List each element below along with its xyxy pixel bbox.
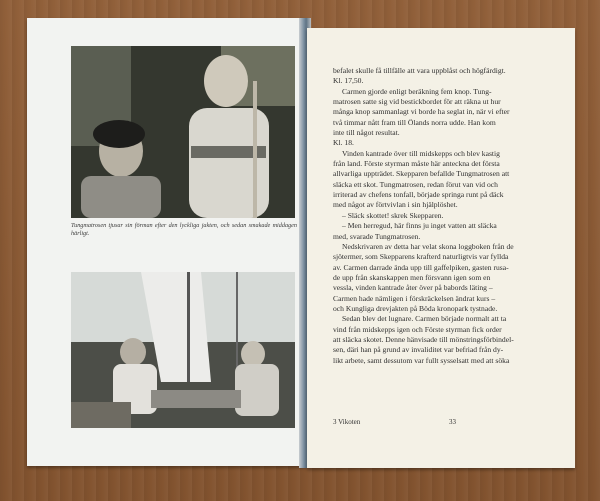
text-line: befalet skulle få tillfälle att vara uppblåst och högfärdigt. — [333, 66, 506, 75]
text-line: Vinden kantrade över till midskepps och blev kastig — [342, 148, 500, 158]
text-line: Sedan blev det lugnare. Carmen började normalt att ta — [342, 314, 507, 324]
photo-2-illustration — [71, 272, 295, 428]
text-line: släcka ett skot. Tungmatrosen, redan förut van vid och — [333, 179, 498, 189]
signature-mark: 3 Vikoten — [333, 418, 361, 426]
text-line: – Men herregud, här finns ju inget vatten att släcka — [342, 221, 497, 231]
text-line: och Kungliga drevjakten på Böda kronopark tystnade. — [333, 303, 498, 313]
text-line: sen, däri han på grund av invaliditet var befriad från dy- — [333, 345, 504, 355]
photo-two-men-smoking — [71, 46, 295, 218]
text-line: av. Carmen darrade ända upp till gaffelpiken, gasten rusa- — [333, 262, 509, 272]
text-line: Carmen gjorde enligt beräkning fem knop. Tung- — [342, 86, 492, 96]
text-line: sjötermer, som Skepparens krafterd naturligtvis var fyllda — [333, 252, 509, 262]
text-line: att släcka skotet. Denne hänvisade till mönstringsförbindel- — [333, 334, 514, 344]
text-line: vessla, vinden kantrade åter över på babords läting – — [333, 283, 493, 293]
photo-caption: Tungmatrosen tjusar sin förman efter den lyckliga jakten, och sedan smakade middagen härligt. — [71, 222, 297, 238]
text-line: allvarliga uppträdet. Skepparen befallde Tungmatrosen att — [333, 169, 510, 179]
text-line: med, svarade Tungmatrosen. — [333, 231, 421, 241]
text-line: de upp från skanskappen men försvann igen som en — [333, 272, 491, 282]
photo-boat-deck — [71, 272, 295, 428]
text-line: Nedskrivaren av detta har velat skona loggboken från de — [342, 241, 514, 251]
open-book — [27, 18, 577, 473]
page-text — [333, 66, 557, 366]
text-line: många knop sammanlagt vi borde ha seglat in, när vi efter — [333, 107, 510, 117]
text-line: med något av förtvivlan i sin hjälplöshet. — [333, 200, 458, 210]
text-line: matrosen satte sig vid bestickbordet för att räkna ut hur — [333, 97, 501, 107]
text-line: från land. Förste styrman måste här anteckna det första — [333, 159, 500, 169]
page-number: 33 — [449, 418, 456, 426]
text-line: Carmen hade nämligen i förskräckelsen ändrat kurs – — [333, 293, 496, 303]
text-line: inte till något resultat. — [333, 128, 400, 138]
text-line: irriterad av chefens tonfall, började springa runt på däck — [333, 190, 504, 200]
left-page — [27, 18, 306, 466]
text-line: Kl. 18. — [333, 138, 354, 148]
text-line: – Släck skottet! skrek Skepparen. — [342, 210, 444, 220]
text-line: vind från midskepps igen och Förste styrman fick order — [333, 324, 502, 334]
photo-1-illustration — [71, 46, 295, 218]
right-page — [307, 28, 575, 468]
text-line: Kl. 17,50. — [333, 76, 364, 86]
text-line: likt arbete, samt dessutom var fullt sysselsatt med att söka — [333, 355, 510, 365]
text-line: två timmar nått fram till Ölands norra udde. Han kom — [333, 117, 496, 127]
